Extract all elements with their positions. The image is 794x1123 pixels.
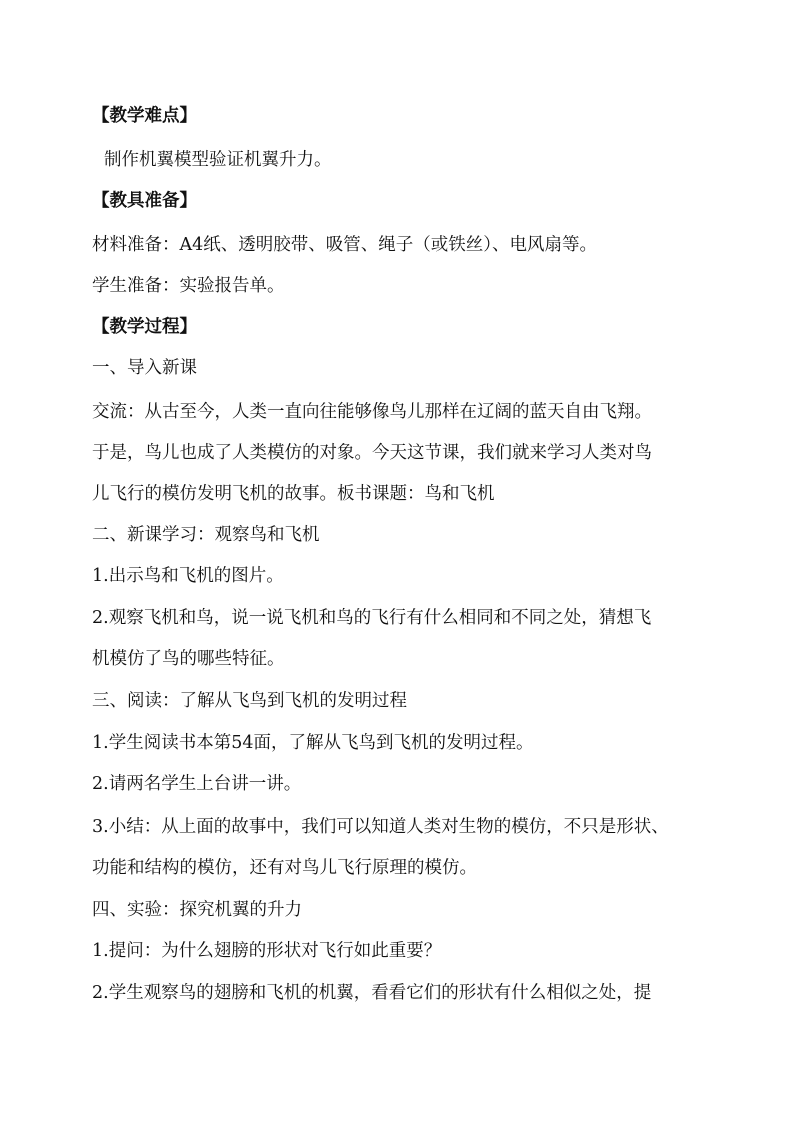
section-heading: 四、实验：探究机翼的升力 [92,900,302,920]
paragraph-line: 2.观察飞机和鸟，说一说飞机和鸟的飞行有什么相同和不同之处，猜想飞 [92,608,652,628]
paragraph-line: 3.小结：从上面的故事中，我们可以知道人类对生物的模仿，不只是形状、 [92,817,669,837]
paragraph-line: 1.出示鸟和飞机的图片。 [92,566,284,586]
paragraph-line: 于是，鸟儿也成了人类模仿的对象。今天这节课，我们就来学习人类对鸟 [92,443,652,463]
paragraph-line: 制作机翼模型验证机翼升力。 [104,150,332,170]
paragraph-line: 学生准备：实验报告单。 [92,276,285,296]
paragraph-line: 1.提问：为什么翅膀的形状对飞行如此重要？ [92,941,442,961]
section-heading: 三、阅读：了解从飞鸟到飞机的发明过程 [92,691,407,711]
paragraph-line: 儿飞行的模仿发明飞机的故事。板书课题：鸟和飞机 [92,484,495,504]
paragraph-line: 材料准备：A4纸、透明胶带、吸管、绳子（或铁丝）、电风扇等。 [92,235,598,255]
paragraph-line: 功能和结构的模仿，还有对鸟儿飞行原理的模仿。 [92,858,477,878]
section-heading: 一、导入新课 [92,358,197,378]
paragraph-line: 2.请两名学生上台讲一讲。 [92,774,302,794]
paragraph-line: 交流：从古至今，人类一直向往能够像鸟儿那样在辽阔的蓝天自由飞翔。 [92,402,652,422]
section-heading: 二、新课学习：观察鸟和飞机 [92,525,320,545]
heading-teaching-process: 【教学过程】 [92,317,197,337]
paragraph-line: 机模仿了鸟的哪些特征。 [92,649,285,669]
paragraph-line: 2.学生观察鸟的翅膀和飞机的机翼，看看它们的形状有什么相似之处，提 [92,983,652,1003]
heading-teaching-difficulty: 【教学难点】 [92,106,197,126]
paragraph-line: 1.学生阅读书本第54面，了解从飞鸟到飞机的发明过程。 [92,733,534,753]
heading-teaching-aids: 【教具准备】 [92,191,197,211]
